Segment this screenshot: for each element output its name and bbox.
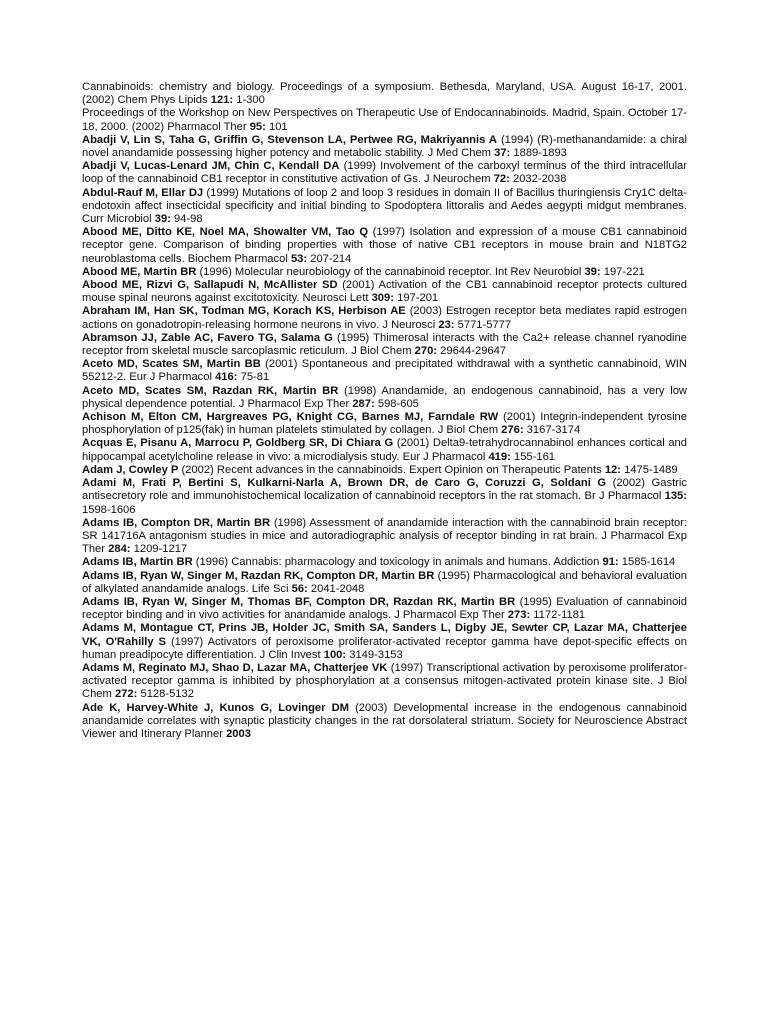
reference-entry [82,187,687,227]
reference-entry [82,226,687,266]
reference-text: (2002) Gastric antisecretory role and immunohistochemical localization of cannabinoid receptors in the rat stomach. Br J Pharmacol [82,477,687,503]
reference-volume: 416: [215,371,238,384]
reference-text: (1997) Activators of peroxisome proliferator-activated receptor gamma have depot-specific effects on human preadipocyte differentiation. J Clin Invest [82,635,687,661]
reference-volume: 53: [290,252,308,265]
reference-pages: 29644-29647 [437,345,507,358]
reference-entry [82,411,687,437]
reference-authors: Adam J, Cowley P [82,463,179,476]
reference-authors: Acquas E, Pisanu A, Marrocu P, Goldberg SR, Di Chiara G [82,437,394,450]
reference-pages: 94-98 [170,213,203,226]
reference-text: (1995) Thimerosal interacts with the Ca2+ release channel ryanodine receptor from skeletal muscle sarcoplasmic reticulum. J Biol Chem [82,331,687,358]
reference-pages: 1889-1893 [510,147,567,160]
reference-authors: Abood ME, Rizvi G, Sallapudi N, McAllister SD [82,279,338,292]
reference-text: (2001) Integrin-independent tyrosine phosphorylation of p125(fak) in human platelets stimulated by collagen. J Biol Chem [82,411,687,437]
reference-authors: Adami M, Frati P, Bertini S, Kulkarni-Narla A, Brown DR, de Caro G, Coruzzi G, Soldani G [82,477,607,490]
reference-pages: 207-214 [307,252,352,265]
reference-authors: Adams M, Reginato MJ, Shao D, Lazar MA, Chatterjee VK [82,661,388,674]
reference-pages: 197-221 [600,265,645,278]
reference-volume: 100: [323,648,347,661]
reference-entry [82,332,687,358]
reference-volume: 12: [604,463,621,476]
reference-authors: Abood ME, Ditto KE, Noel MA, Showalter VM, Tao Q [82,226,369,239]
reference-text: (1999) Involvement of the carboxyl terminus of the third intracellular loop of the cannabinoid CB1 receptor in constitutive activation of Gs. J Neurochem [82,160,688,186]
reference-entry [82,517,687,557]
reference-authors: Aceto MD, Scates SM, Razdan RK, Martin BR [82,384,339,397]
reference-text: (1998) Assessment of anandamide interaction with the cannabinoid brain receptor: SR 141716A antagonism studies in mice and autoradiographic analysis of receptor binding in rat brain. J Pharmacol Exp Ther [82,516,688,556]
reference-pages: 75-81 [237,371,270,384]
reference-volume: 72: [493,173,510,186]
reference-text: (2001) Activation of the CB1 cannabinoid receptor protects cultured mouse spinal neurons against excitotoxicity. Neurosci Lett [82,279,687,305]
reference-pages: 1475-1489 [620,463,678,476]
reference-pages: 1172-1181 [530,609,586,622]
reference-text: (2003) Estrogen receptor beta mediates rapid estrogen actions on gonadotropin-releasing hormone neurons in vivo. J Neurosci [82,305,687,331]
reference-text: (1995) Evaluation of cannabinoid receptor binding and in vivo activities for anandamide analogs. J Pharmacol Exp Ther [82,595,687,622]
reference-volume: 37: [494,147,511,160]
reference-entry [82,385,687,411]
reference-volume: 284: [108,543,131,556]
reference-volume: 270: [414,345,438,358]
reference-text: (2002) Recent advances in the cannabinoids. Expert Opinion on Therapeutic Patents [178,463,605,476]
reference-volume: 56: [291,582,308,595]
reference-pages: 3149-3153 [346,648,403,661]
reference-entry [82,160,687,186]
reference-entry [82,464,687,477]
reference-entry [82,596,687,622]
reference-text: (1994) (R)-methanandamide: a chiral novel anandamide possessing higher potency and metabolic stability. J Med Chem [82,133,687,160]
reference-entry [82,134,687,160]
reference-pages: 155-161 [510,450,556,463]
reference-authors: Abramson JJ, Zable AC, Favero TG, Salama G [82,331,333,344]
reference-entry [82,477,687,517]
reference-text: (1998) Anandamide, an endogenous cannabinoid, has a very low physical dependence potential. J Pharmacol Exp Ther [82,384,687,410]
reference-entry [82,358,687,384]
reference-authors: Abraham IM, Han SK, Todman MG, Korach KS, Herbison AE [82,305,406,318]
reference-pages: 598-605 [374,397,419,410]
reference-volume: 287: [352,397,375,410]
reference-text: Cannabinoids: chemistry and biology. Proceedings of a symposium. Bethesda, Maryland, USA. August 16-17, 2001. (2002) Chem Phys Lipids [82,81,687,107]
reference-entry [82,570,687,596]
reference-authors: Ade K, Harvey-White J, Kunos G, Lovinger DM [82,701,349,714]
reference-volume: 272: [114,688,138,701]
reference-pages: 1598-1606 [82,503,136,516]
reference-authors: Adams IB, Compton DR, Martin BR [82,516,271,529]
reference-volume: 2003 [226,727,251,740]
reference-pages: 3167-3174 [523,424,581,437]
reference-authors: Abdul-Rauf M, Ellar DJ [82,186,204,199]
reference-entry [82,702,687,742]
reference-volume: 39: [584,265,601,278]
reference-pages: 1585-1614 [618,556,676,569]
reference-entry [82,622,687,662]
reference-authors: Adams IB, Ryan W, Singer M, Thomas BF, Compton DR, Razdan RK, Martin BR [82,595,516,608]
reference-entry [82,662,687,702]
reference-authors: Aceto MD, Scates SM, Martin BB [82,358,261,371]
reference-text: (1996) Cannabis: pharmacology and toxicology in animals and humans. Addiction [192,556,603,569]
reference-entry [82,266,687,279]
reference-entry [82,437,687,463]
reference-text: (1997) Isolation and expression of a mouse CB1 cannabinoid receptor gene. Comparison of binding properties with those of native CB1 receptors in mouse brain and N18TG2 neuroblastoma cells. Biochem Pharmacol [82,226,687,265]
reference-entry [82,81,687,107]
reference-pages: 1209-1217 [130,543,188,556]
reference-volume: 273: [507,609,531,622]
reference-text: (1995) Pharmacological and behavioral evaluation of alkylated anandamide analogs. Life Sci [82,569,687,595]
reference-volume: 23: [438,318,455,331]
reference-authors: Adams IB, Ryan W, Singer M, Razdan RK, Compton DR, Martin BR [82,569,435,582]
reference-text: (2001) Spontaneous and precipitated withdrawal with a synthetic cannabinoid, WIN 55212-2. Eur J Pharmacol [82,358,687,384]
reference-volume: 121: [210,94,234,107]
reference-authors: Adams IB, Martin BR [82,556,193,569]
reference-pages: 2032-2038 [509,173,567,186]
reference-text: (1996) Molecular neurobiology of the cannabinoid receptor. Int Rev Neurobiol [196,265,585,278]
reference-pages: 2041-2048 [307,582,365,595]
reference-volume: 39: [154,213,171,226]
reference-authors: Abood ME, Martin BR [82,265,197,278]
reference-volume: 419: [488,450,511,463]
reference-authors: Abadji V, Lucas-Lenard JM, Chin C, Kendall DA [82,160,340,173]
reference-pages: 1-300 [233,94,265,107]
reference-authors: Abadji V, Lin S, Taha G, Griffin G, Stevenson LA, Pertwee RG, Makriyannis A [82,133,497,146]
reference-text: (1997) Transcriptional activation by peroxisome proliferator-activated receptor gamma is inhibited by phosphorylation at a consensus mitogen-activated protein kinase site. J Biol Chem [82,661,687,701]
reference-entry [82,279,687,305]
reference-volume: 276: [501,424,524,437]
reference-authors: Achison M, Elton CM, Hargreaves PG, Knight CG, Barnes MJ, Farndale RW [82,411,499,424]
reference-volume: 95: [249,120,266,133]
reference-volume: 309: [371,292,394,305]
reference-authors: Adams M, Montague CT, Prins JB, Holder JC, Smith SA, Sanders L, Digby JE, Sewter CP, Lazar MA, Chatterjee VK, O'Rahilly S [82,622,687,648]
reference-entry [82,556,687,569]
reference-volume: 135: [664,490,687,503]
reference-entry [82,305,687,331]
reference-volume: 91: [602,556,619,569]
reference-text: (1999) Mutations of loop 2 and loop 3 residues in domain II of Bacillus thuringiensis Cry1C delta-endotoxin affect insecticidal specificity and initial binding to Spodoptera littoralis and Aedes aegypti midgut membranes. Curr Microbiol [82,186,687,226]
reference-entry [82,107,687,133]
reference-pages: 5771-5777 [454,318,512,331]
reference-pages: 197-201 [393,292,439,305]
reference-pages: 101 [265,120,288,133]
reference-text: Proceedings of the Workshop on New Perspectives on Therapeutic Use of Endocannabinoids. Madrid, Spain. October 17-18, 2000. (2002) Pharmacol Ther [82,107,687,133]
reference-text: (2001) Delta9-tetrahydrocannabinol enhances cortical and hippocampal acetylcholine release in vivo: a microdialysis study. Eur J Pharmacol [82,437,687,463]
reference-pages: 5128-5132 [137,688,194,701]
reference-text: (2003) Developmental increase in the endogenous cannabinoid anandamide correlates with synaptic plasticity changes in the rat dorsolateral striatum. Society for Neuroscience Abstract Viewer and Itinerary Planner [82,701,687,740]
reference-list [82,81,687,741]
